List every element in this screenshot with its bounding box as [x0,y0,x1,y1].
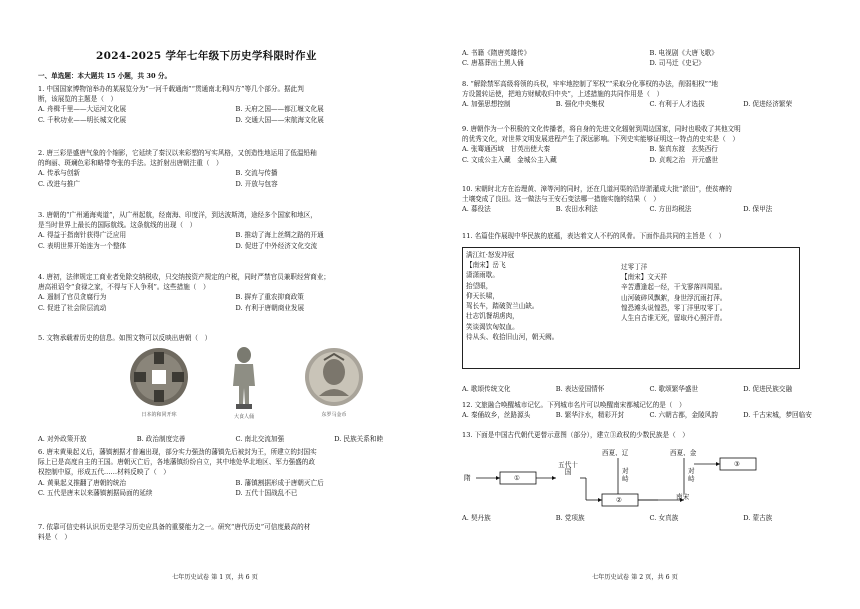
question-6 [38,447,433,498]
poem-left-line: 待从头、收拾旧山河，朝天阙。 [466,332,559,341]
q12-option-d: D. 千古宋城，梦回临安 [743,411,812,420]
page-title: 2024-2025 学年七年级下历史学科限时作业 [96,50,317,62]
question-7 [38,522,433,542]
question-11-stem [462,231,837,241]
q12-stem: 12. 文旅融合唤醒城市记忆。下列城市名片可以唤醒南宋都城记忆的是（ ） [462,401,686,409]
q5-option-c: C. 南北交流加强 [235,435,285,443]
poem-left-line: 驾长车，踏破贺兰山缺。 [466,302,539,311]
poem-right-line: 惶恐滩头说惶恐，零丁洋里叹零丁。 [621,303,727,312]
q11-option-b: B. 表达爱国情怀 [555,385,605,393]
q13-options [462,513,837,523]
duizhi-2: 对峙 [688,467,695,483]
ancient-coin-icon [128,346,190,408]
question-4 [38,272,433,313]
question-13-stem [462,430,837,440]
q3-option-b: B. 推动了海上丝绸之路的开通 [235,231,324,240]
node-2: ② [616,496,622,504]
q7-stem-cont: 料是（ ） [38,533,71,542]
q1-option-a: A. 舟楫千里——大运河文化展 [38,105,127,114]
poem-right-line: 人生自古谁无死，留取丹心照汗青。 [621,314,727,323]
fig3-caption: 东罗马金币 [321,411,347,418]
q3-option-a: A. 得益于指南针获得广泛应用 [38,231,127,240]
q8-stem-cont: 方设置转运使，把地方财赋收归中央”，上述措施的共同作用是（ ） [462,90,664,99]
fig2-caption: 大食人俑 [233,413,254,420]
q5-option-d: D. 民族关系和睦 [334,435,384,443]
q13-option-b: B. 党项族 [555,514,585,522]
question-3 [38,210,433,251]
section-heading: 一、单选题：本大题共 15 小题，共 30 分。 [38,72,172,80]
q10-stem: 10. 宋朝时北方在治理黄、漳等河的同时，还在几道河渠的沿岸淤灌成大批“淤田”，使贫瘠的 [462,185,732,193]
wudai-label: 五代十国 [558,461,578,477]
figurine-figure [214,346,274,422]
q3-option-c: C. 表明世界开始连为一个整体 [38,241,127,250]
q8-stem: 8. “解除禁军高级将领的兵权，牢牢地控制了军权”“采取分化事权的办法，削弱相权”“地 [462,80,719,88]
q9-option-a: A. 张骞通西域 甘英出使大秦 [462,145,551,154]
q6-option-b: B. 藩镇割据形成于唐朝灭亡后 [235,478,324,487]
q8-option-d: D. 促进经济繁荣 [743,100,793,109]
poem-right-line: 【南宋】文天祥 [621,273,668,282]
q11-option-d: D. 促进民族交融 [743,385,793,393]
nansong-label: 南宋 [676,493,690,501]
q4-stem-cont: 唐高祖诏令“食禄之家，不得与下人争利”。这些措施（ ） [38,283,210,292]
q2-option-d: D. 开放与包容 [235,179,278,188]
sui-label: 隋 [464,474,471,482]
q6-stem-cont: 际上已是高度自主的王国。唐朝灭亡后，各地藩镇纷纷自立，其中地处华北地区、军力强盛的政 [38,458,315,467]
q6-option-d: D. 五代十国战乱不已 [235,488,298,497]
poem-right [621,262,791,323]
q4-option-b: B. 摒弃了重农抑商政策 [235,293,304,302]
q2-stem-cont: 的绚丽、斑斓色彩和略带夸张的手法。这折射出唐朝注重（ ） [38,159,223,168]
q8-option-c: C. 有利于人才选拔 [649,100,705,109]
q3-option-d: D. 促进了中外经济文化交流 [235,241,318,250]
q13-stem: 13. 下面是中国古代朝代更替示意图（部分），建立③政权的少数民族是（ ） [462,431,689,439]
q9-option-b: B. 鉴真东渡 玄奘西行 [649,145,718,154]
poem-right-line: 过零丁洋 [621,263,648,271]
q7-option-c: C. 唐墓葬出土黑人俑 [462,59,524,68]
xiliao-label: 西夏、辽 [602,449,629,457]
q8-option-b: B. 强化中央集权 [555,100,605,109]
question-10 [462,184,837,215]
q3-stem: 3. 唐朝的“广州通海夷道”，从广州起航，经南海、印度洋，到达波斯湾，途经多个国家和地区， [38,211,317,219]
node-3: ③ [734,460,740,468]
q1-option-c: C. 千秋功业——明长城文化展 [38,115,127,124]
poem-left-line: 潇潇雨歇。 [466,271,499,280]
q9-option-d: D. 贞观之治 开元盛世 [649,155,719,164]
poem-left-line: 笑谈渴饮匈奴血。 [466,322,519,331]
poem-right-line: 辛苦遭逢起一经，干戈寥落四周星。 [621,283,727,292]
coin-figure [124,346,194,420]
q11-stem: 11. 名篇佳作展现中华民族的底蕴，表达着文人不朽的风骨。下面作品共同的主旨是（ ） [462,232,726,240]
footer-right: 七年历史试卷 第 2 页，共 6 页 [592,574,678,581]
q10-stem-cont: 土壤变成了良田。这一做法与王安石变法哪一措施实施的结果（ ） [462,195,660,204]
question-5-stem [38,333,433,343]
q1-stem: 1. 中国国家博物馆举办的某展览分为“一河千载通南”“贯通南北利四方”等几个部分。据此判 [38,85,304,93]
poem-left-line: 抬望眼， [466,281,493,290]
q9-stem: 9. 唐朝作为一个积极的文化传播者，将自身的先进文化辐射到周边国家，同时也吸收了其他文明 [462,125,741,133]
q7-option-b: B. 电视剧《大唐飞歌》 [649,49,718,57]
poem-left-line: 仰天长啸， [466,291,499,300]
dynasty-diagram [462,448,802,508]
q7-stem: 7. 依靠可信史料认识历史是学习历史应具备的重要能力之一。研究“唐代历史”可信度最高的材 [38,523,311,531]
q4-option-d: D. 有利于唐朝商业发展 [235,303,305,312]
q7-option-d: D. 司马迁《史记》 [649,59,705,68]
q2-option-c: C. 改进与推广 [38,179,80,188]
fig1-caption: 日本的和同开珎 [141,411,177,418]
q11-option-c: C. 歌颂繁华盛世 [649,385,699,393]
figurine-icon [227,346,261,410]
poem-box [462,247,800,369]
poem-left-line: 壮志饥餐胡虏肉， [466,312,519,321]
poem-right-line: 山河破碎风飘絮，身世浮沉雨打萍。 [621,293,727,302]
q7-option-a: A. 书籍《隋唐英雄传》 [462,49,531,57]
question-12 [462,400,837,420]
q13-option-c: C. 女真族 [649,514,679,522]
q5-option-a: A. 对外政策开放 [38,435,87,443]
q12-option-b: B. 繁华汴水，精彩开封 [555,411,625,420]
poem-left-line: 满江红·怒发冲冠 [466,251,515,259]
q5-option-b: B. 政治制度完善 [136,435,186,443]
q4-option-a: A. 遏制了官员贪腐行为 [38,293,107,302]
question-8 [462,79,837,110]
question-2 [38,148,433,189]
q5-figures [110,346,410,426]
q5-stem: 5. 文物承载着历史的信息。如图文物可以反映出唐朝（ ） [38,334,212,342]
q6-stem: 6. 唐末黄巢起义后，藩镇割据才普遍出现，部分实力强劲的藩镇先后被封为王，所建立的封国实 [38,448,317,456]
q1-stem-cont: 断，该展览的主题是（ ） [38,95,118,104]
q6-option-c: C. 五代是唐末以来藩镇割据局面的延续 [38,488,153,497]
q10-option-c: C. 方田均税法 [649,205,692,214]
q3-stem-cont: 是当时世界上最长的国际航线。这条航线的出现（ ） [38,221,197,230]
q2-option-b: B. 交流与传播 [235,169,278,178]
poem-left-line: 【南宋】岳飞 [466,261,506,270]
duizhi-1: 对峙 [622,467,629,483]
q2-option-a: A. 传承与创新 [38,169,80,178]
q9-option-c: C. 文成公主入藏 金城公主入藏 [462,155,557,164]
q1-option-b: B. 天府之国——都江堰文化展 [235,105,324,114]
q4-option-c: C. 促进了社会阶层流动 [38,303,107,312]
q11-options [462,384,837,394]
diagram-lines [462,448,802,508]
q10-option-b: B. 农田水利法 [555,205,598,214]
question-9 [462,124,837,165]
q10-option-a: A. 募役法 [462,205,491,214]
footer-left: 七年历史试卷 第 1 页，共 6 页 [172,574,258,581]
q1-option-d: D. 交通大国——宋航海文化展 [235,115,324,124]
q7-options [462,48,837,68]
q2-stem: 2. 唐三彩是盛唐气象的个缩影，它延续了秦汉以来彩塑的写实风格，又创造性地运用了低温铅釉 [38,149,317,157]
gold-coin-icon [303,346,365,408]
gold-coin-figure [296,346,372,420]
q11-option-a: A. 歌颂传统文化 [462,385,511,393]
q8-option-a: A. 加强思想控制 [462,100,511,109]
q13-option-a: A. 契丹族 [462,514,491,522]
node-1: ① [514,474,520,482]
question-1 [38,84,433,125]
q6-option-a: A. 黄巢起义推翻了唐朝的统治 [38,478,127,487]
q10-option-d: D. 保甲法 [743,205,773,214]
poem-left [466,250,626,342]
q12-option-c: C. 六朝古都，金陵风韵 [649,411,718,420]
q6-stem-cont2: 权控制中原，形成五代……材料反映了（ ） [38,468,170,477]
q12-option-a: A. 秦俑故乡，丝路源头 [462,411,531,420]
q5-options [38,434,433,444]
q4-stem: 4. 唐初，法律规定工商业者免除交纳税收，只交纳按资产规定的户税，同时严禁官员兼职经营商业； [38,273,330,281]
q9-stem-cont: 的优秀文化，对世界文明发展进程产生了深远影响。下列史实能够证明这一特点的史实是（ ） [462,135,739,144]
xijin-label: 西夏、金 [670,449,697,457]
q13-option-d: D. 蒙古族 [743,514,773,522]
